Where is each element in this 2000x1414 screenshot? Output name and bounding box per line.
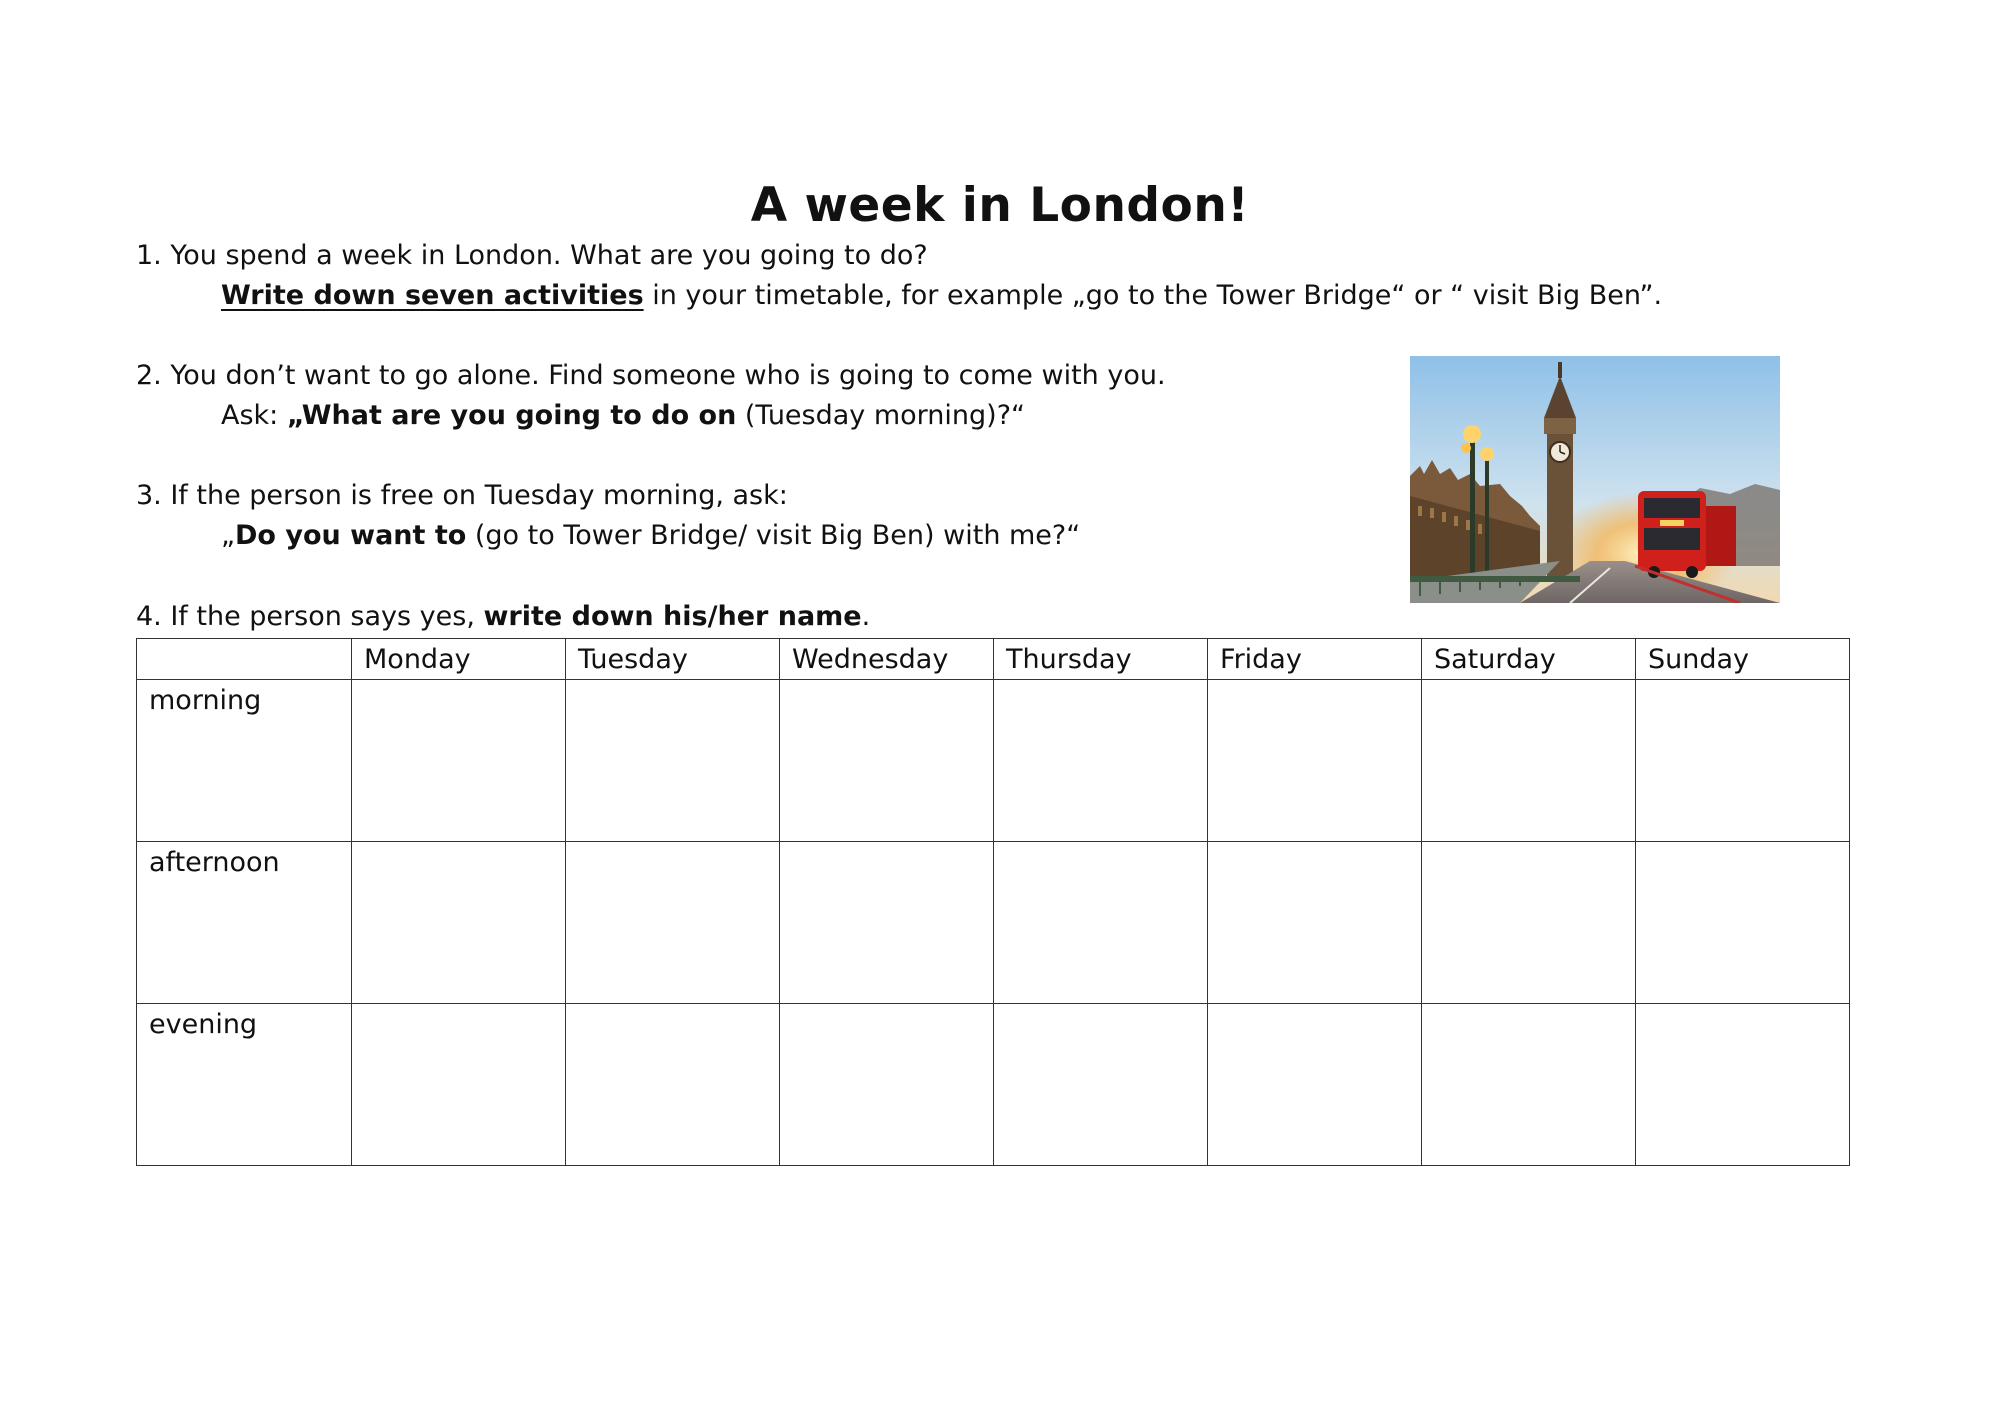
table-cell[interactable] (352, 1004, 566, 1166)
table-cell[interactable] (780, 842, 994, 1004)
table-cell[interactable] (994, 842, 1208, 1004)
step-2-ask-bold: „What are you going to do on (286, 400, 737, 431)
step-4-text (136, 597, 870, 637)
time-label-afternoon: afternoon (137, 842, 352, 1004)
step-1-text: 1. You spend a week in London. What are you going to do? (136, 240, 928, 271)
table-cell[interactable] (1208, 842, 1422, 1004)
timetable (136, 638, 1850, 1166)
day-header-wednesday: Wednesday (780, 639, 994, 680)
step-3-open-quote: „ (221, 520, 235, 551)
timetable-corner-cell (137, 639, 352, 680)
table-cell[interactable] (994, 680, 1208, 842)
time-label-morning: morning (137, 680, 352, 842)
step-3-rest: (go to Tower Bridge/ visit Big Ben) with me?“ (466, 520, 1081, 551)
table-cell[interactable] (566, 1004, 780, 1166)
table-cell[interactable] (780, 680, 994, 842)
step-1-bold: Write down seven activities (221, 280, 644, 311)
table-cell[interactable] (780, 1004, 994, 1166)
table-cell[interactable] (566, 842, 780, 1004)
table-cell[interactable] (1636, 680, 1850, 842)
day-header-sunday: Sunday (1636, 639, 1850, 680)
step-4-prefix: 4. If the person says yes, (136, 601, 484, 632)
table-cell[interactable] (1636, 1004, 1850, 1166)
timetable-row-afternoon (137, 842, 1850, 1004)
big-ben-bus-illustration (1410, 356, 1780, 603)
step-3-bold: Do you want to (235, 520, 467, 551)
table-cell[interactable] (994, 1004, 1208, 1166)
table-cell[interactable] (1422, 842, 1636, 1004)
step-3-question (221, 516, 1080, 556)
table-cell[interactable] (1636, 842, 1850, 1004)
step-2-ask-rest: (Tuesday morning)?“ (736, 400, 1026, 431)
timetable-header-row (137, 639, 1850, 680)
step-1-rest: in your timetable, for example „go to the Tower Bridge“ or “ visit Big Ben”. (643, 280, 1663, 311)
table-cell[interactable] (566, 680, 780, 842)
day-header-friday: Friday (1208, 639, 1422, 680)
timetable-row-morning (137, 680, 1850, 842)
step-2-question (221, 396, 1025, 436)
table-cell[interactable] (352, 842, 566, 1004)
step-3-text: 3. If the person is free on Tuesday morning, ask: (136, 480, 788, 511)
london-photo (1410, 356, 1780, 603)
step-1-instruction (221, 276, 1662, 316)
day-header-saturday: Saturday (1422, 639, 1636, 680)
step-2-ask-prefix: Ask: (221, 400, 287, 431)
page-title: A week in London! (750, 178, 1250, 233)
table-cell[interactable] (1208, 1004, 1422, 1166)
day-header-monday: Monday (352, 639, 566, 680)
table-cell[interactable] (1422, 680, 1636, 842)
time-label-evening: evening (137, 1004, 352, 1166)
table-cell[interactable] (1208, 680, 1422, 842)
timetable-row-evening (137, 1004, 1850, 1166)
day-header-tuesday: Tuesday (566, 639, 780, 680)
table-cell[interactable] (352, 680, 566, 842)
step-2-text: 2. You don’t want to go alone. Find someone who is going to come with you. (136, 360, 1166, 391)
table-cell[interactable] (1422, 1004, 1636, 1166)
day-header-thursday: Thursday (994, 639, 1208, 680)
step-4-suffix: . (861, 601, 871, 632)
step-4-bold: write down his/her name (483, 601, 862, 632)
